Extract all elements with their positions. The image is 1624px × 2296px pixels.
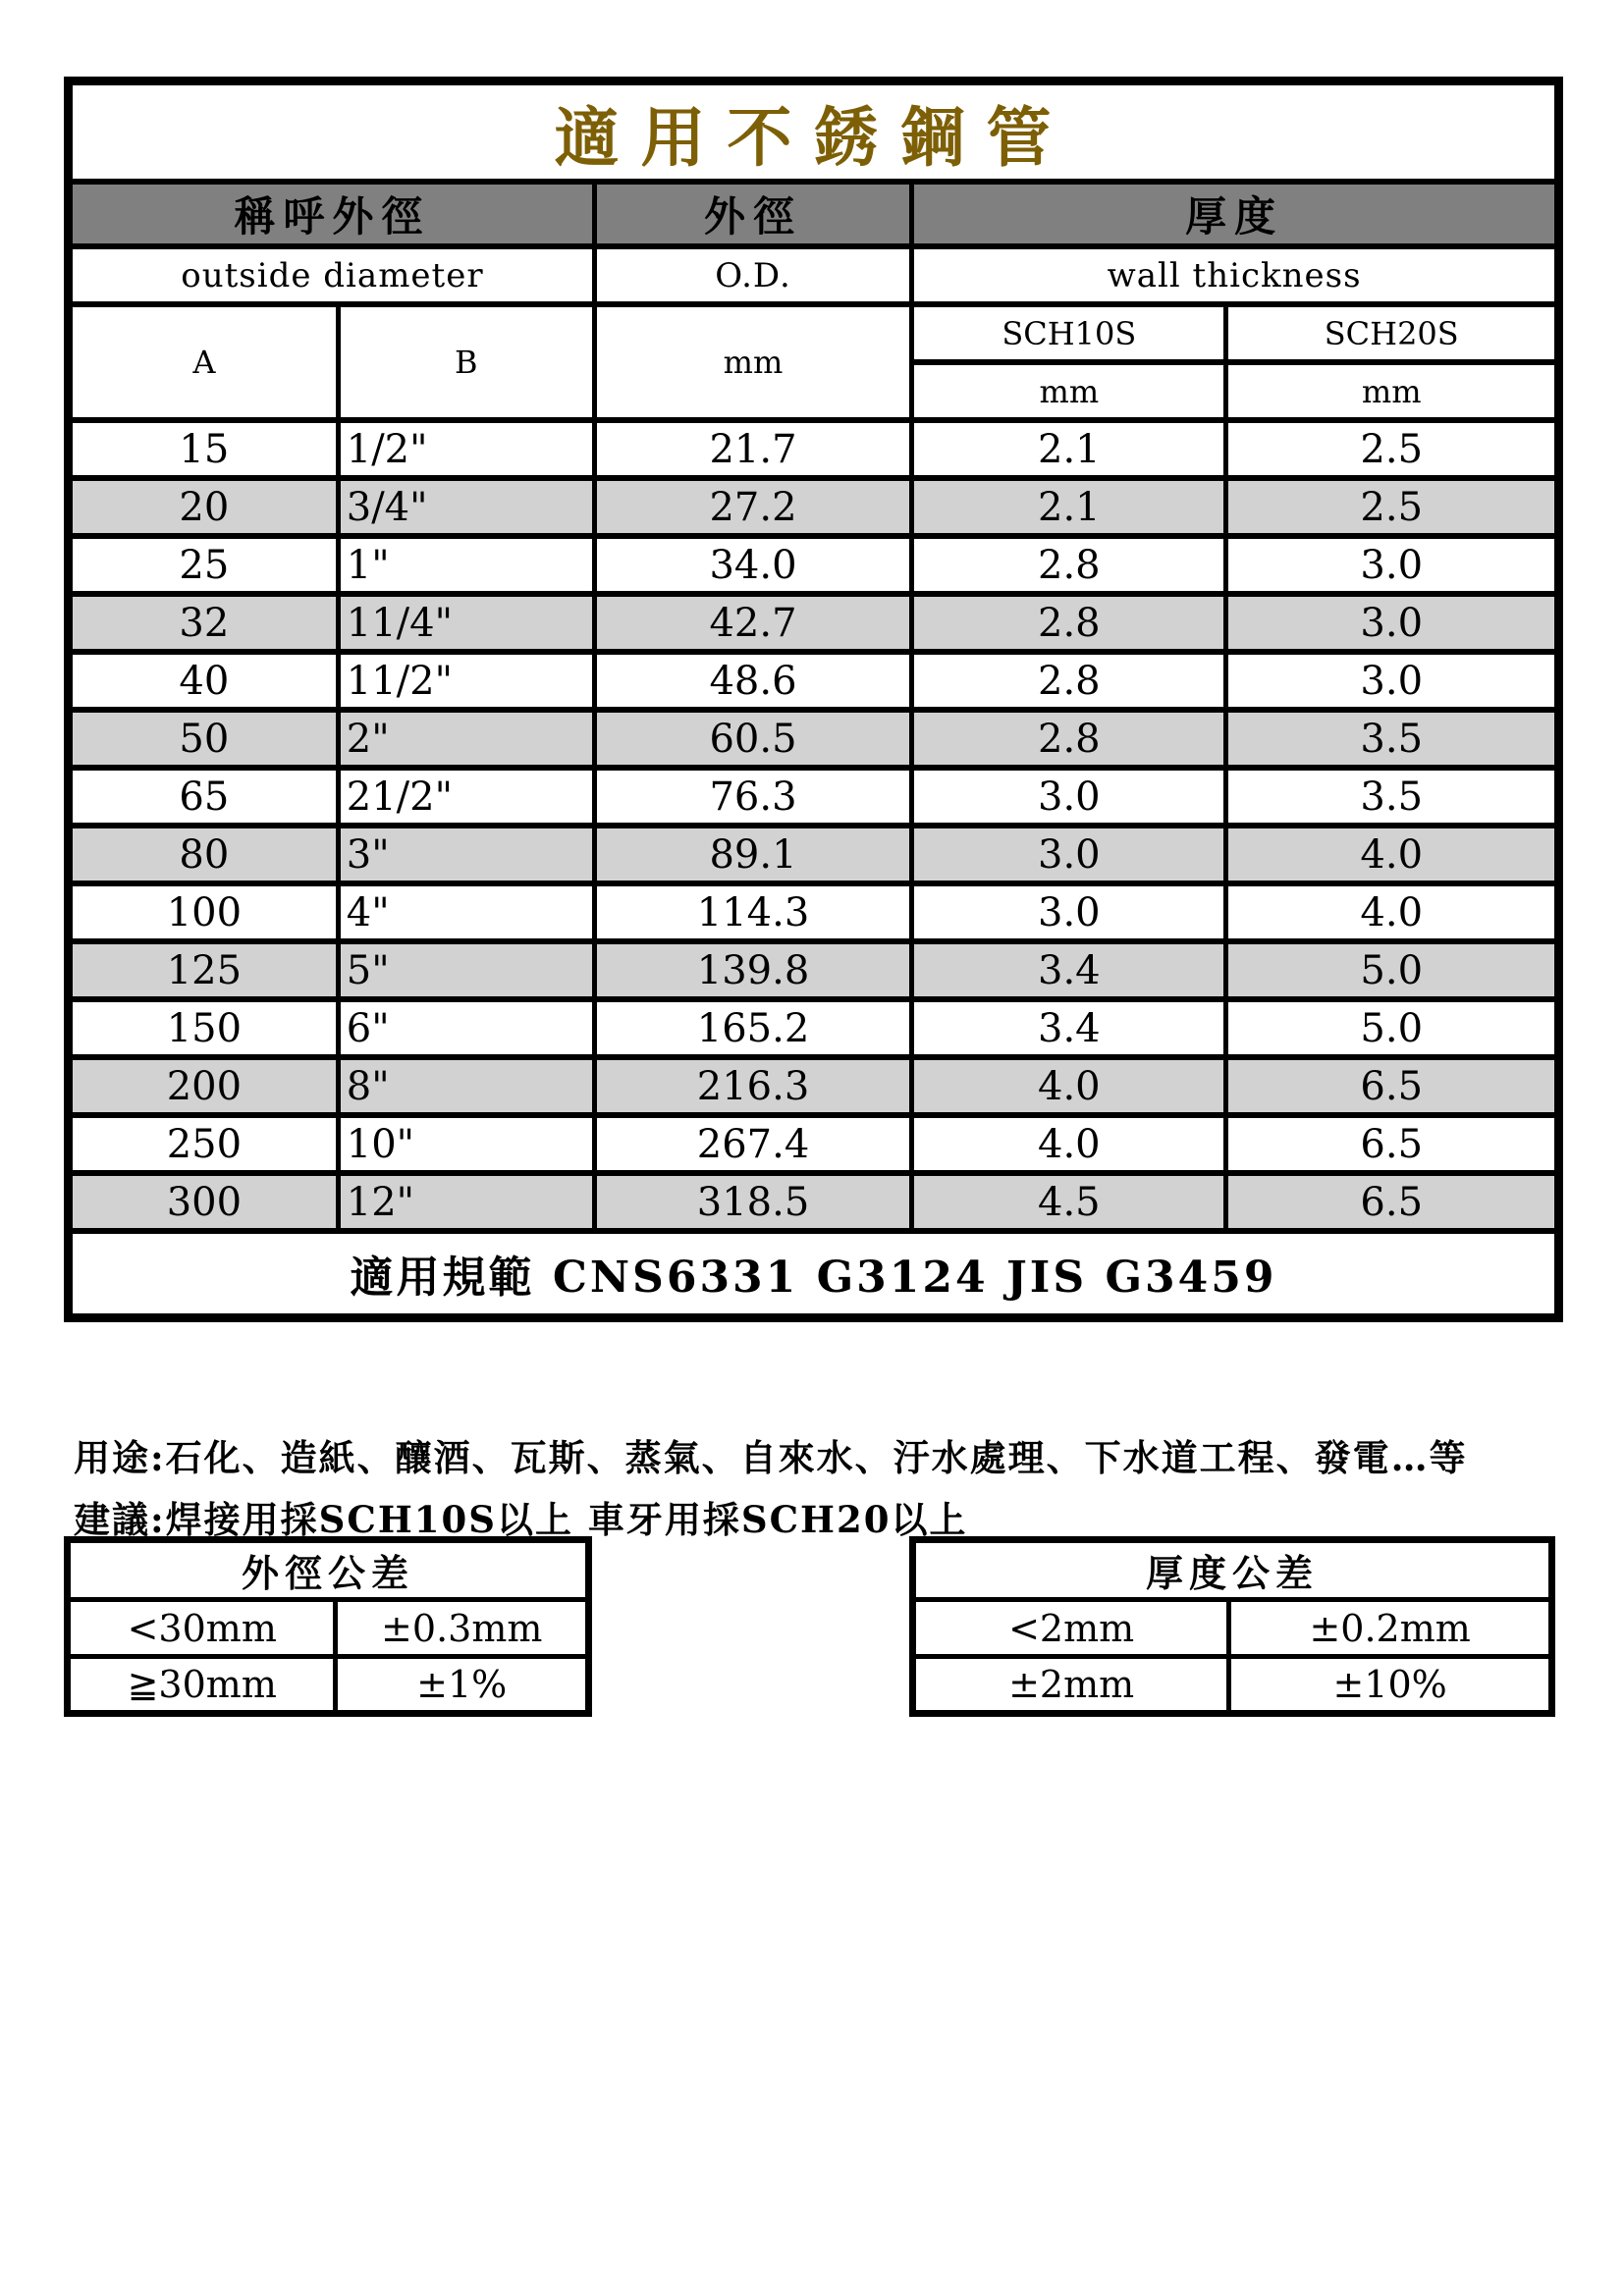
od-tolerance-title: 外徑公差	[68, 1540, 589, 1600]
od-value: 267.4	[594, 1115, 911, 1173]
nominal-b-value: 8"	[338, 1057, 594, 1115]
nominal-b-value: 6"	[338, 999, 594, 1057]
sch10s-value: 3.4	[912, 999, 1226, 1057]
header-nominal-od-zh: 稱呼外徑	[69, 182, 595, 246]
table-row	[69, 883, 1559, 941]
od-value: 318.5	[594, 1173, 911, 1231]
od-value: 216.3	[594, 1057, 911, 1115]
nominal-a-value: 40	[69, 652, 339, 710]
header-row-zh	[69, 182, 1559, 246]
tolerance-range: ±2mm	[913, 1657, 1229, 1714]
header-col-b: B	[338, 304, 594, 420]
sch10s-value: 4.5	[912, 1173, 1226, 1231]
suggestion-note: 建議:焊接用採SCH10S以上 車牙用採SCH20以上	[74, 1498, 968, 1541]
thickness-tolerance-title: 厚度公差	[913, 1540, 1552, 1600]
sch20s-value: 6.5	[1226, 1115, 1559, 1173]
tolerance-range: ≧30mm	[68, 1657, 336, 1714]
sch10s-value: 4.0	[912, 1057, 1226, 1115]
tolerance-title-row	[913, 1540, 1552, 1600]
header-row-en	[69, 246, 1559, 304]
nominal-b-value: 4"	[338, 883, 594, 941]
sch20s-value: 5.0	[1226, 999, 1559, 1057]
table-row	[913, 1657, 1552, 1714]
table-row	[69, 594, 1559, 652]
table-row	[69, 1115, 1559, 1173]
nominal-a-value: 300	[69, 1173, 339, 1231]
nominal-b-value: 11/4"	[338, 594, 594, 652]
sch20s-value: 2.5	[1226, 478, 1559, 536]
header-od-en: O.D.	[594, 246, 911, 304]
nominal-a-value: 150	[69, 999, 339, 1057]
od-value: 42.7	[594, 594, 911, 652]
nominal-b-value: 1"	[338, 536, 594, 594]
tolerance-value: ±10%	[1229, 1657, 1552, 1714]
sch20s-value: 5.0	[1226, 941, 1559, 999]
sch10s-value: 2.8	[912, 652, 1226, 710]
header-od-unit: mm	[594, 304, 911, 420]
od-value: 21.7	[594, 420, 911, 478]
sch10s-value: 2.8	[912, 594, 1226, 652]
nominal-b-value: 3"	[338, 826, 594, 883]
tolerance-range: <30mm	[68, 1600, 336, 1657]
header-od-zh: 外徑	[594, 182, 911, 246]
od-value: 34.0	[594, 536, 911, 594]
header-sch10s-unit: mm	[912, 362, 1226, 420]
nominal-a-value: 15	[69, 420, 339, 478]
sch10s-value: 2.1	[912, 478, 1226, 536]
table-row	[913, 1600, 1552, 1657]
header-nominal-od-en: outside diameter	[69, 246, 595, 304]
table-row	[69, 768, 1559, 826]
od-value: 165.2	[594, 999, 911, 1057]
nominal-b-value: 2"	[338, 710, 594, 768]
sch20s-value: 3.0	[1226, 536, 1559, 594]
header-row-sub	[69, 304, 1559, 362]
tolerance-value: ±0.3mm	[336, 1600, 589, 1657]
od-value: 48.6	[594, 652, 911, 710]
pipe-spec-table	[64, 77, 1563, 1322]
table-row	[69, 941, 1559, 999]
nominal-a-value: 50	[69, 710, 339, 768]
standards-row	[69, 1231, 1559, 1317]
nominal-a-value: 80	[69, 826, 339, 883]
applicable-standards: 適用規範 CNS6331 G3124 JIS G3459	[69, 1231, 1559, 1317]
nominal-a-value: 32	[69, 594, 339, 652]
sch10s-value: 2.8	[912, 710, 1226, 768]
table-row	[69, 710, 1559, 768]
table-row	[69, 478, 1559, 536]
tolerance-range: <2mm	[913, 1600, 1229, 1657]
od-value: 114.3	[594, 883, 911, 941]
thickness-tolerance-table	[909, 1536, 1555, 1717]
tolerance-value: ±1%	[336, 1657, 589, 1714]
nominal-a-value: 100	[69, 883, 339, 941]
sch10s-value: 3.0	[912, 768, 1226, 826]
od-value: 89.1	[594, 826, 911, 883]
header-col-a: A	[69, 304, 339, 420]
table-row	[68, 1657, 589, 1714]
nominal-a-value: 250	[69, 1115, 339, 1173]
page-title: 適用不銹鋼管	[69, 81, 1559, 183]
sch10s-value: 2.8	[912, 536, 1226, 594]
title-row	[69, 81, 1559, 183]
tolerance-title-row	[68, 1540, 589, 1600]
nominal-a-value: 65	[69, 768, 339, 826]
sch20s-value: 4.0	[1226, 826, 1559, 883]
sch20s-value: 3.5	[1226, 768, 1559, 826]
header-thickness-en: wall thickness	[912, 246, 1559, 304]
sch10s-value: 2.1	[912, 420, 1226, 478]
sch10s-value: 3.0	[912, 883, 1226, 941]
od-tolerance-table	[64, 1536, 592, 1717]
sch20s-value: 4.0	[1226, 883, 1559, 941]
nominal-b-value: 1/2"	[338, 420, 594, 478]
sch10s-value: 3.4	[912, 941, 1226, 999]
sch20s-value: 3.5	[1226, 710, 1559, 768]
usage-note: 用途:石化、造紙、釀酒、瓦斯、蒸氣、自來水、汙水處理、下水道工程、發電…等	[74, 1436, 1468, 1479]
od-value: 139.8	[594, 941, 911, 999]
sch20s-value: 3.0	[1226, 594, 1559, 652]
nominal-b-value: 10"	[338, 1115, 594, 1173]
nominal-a-value: 20	[69, 478, 339, 536]
tolerance-value: ±0.2mm	[1229, 1600, 1552, 1657]
od-value: 76.3	[594, 768, 911, 826]
nominal-b-value: 21/2"	[338, 768, 594, 826]
table-row	[69, 826, 1559, 883]
nominal-b-value: 5"	[338, 941, 594, 999]
header-thickness-zh: 厚度	[912, 182, 1559, 246]
sch10s-value: 4.0	[912, 1115, 1226, 1173]
table-row	[68, 1600, 589, 1657]
od-value: 27.2	[594, 478, 911, 536]
header-sch20s-unit: mm	[1226, 362, 1559, 420]
table-row	[69, 536, 1559, 594]
nominal-b-value: 3/4"	[338, 478, 594, 536]
sch20s-value: 6.5	[1226, 1173, 1559, 1231]
nominal-b-value: 12"	[338, 1173, 594, 1231]
nominal-b-value: 11/2"	[338, 652, 594, 710]
table-row	[69, 1057, 1559, 1115]
sch20s-value: 2.5	[1226, 420, 1559, 478]
nominal-a-value: 25	[69, 536, 339, 594]
sch20s-value: 3.0	[1226, 652, 1559, 710]
sch10s-value: 3.0	[912, 826, 1226, 883]
table-row	[69, 652, 1559, 710]
nominal-a-value: 125	[69, 941, 339, 999]
header-sch10s: SCH10S	[912, 304, 1226, 362]
table-row	[69, 999, 1559, 1057]
od-value: 60.5	[594, 710, 911, 768]
nominal-a-value: 200	[69, 1057, 339, 1115]
table-row	[69, 1173, 1559, 1231]
sch20s-value: 6.5	[1226, 1057, 1559, 1115]
table-row	[69, 420, 1559, 478]
header-sch20s: SCH20S	[1226, 304, 1559, 362]
